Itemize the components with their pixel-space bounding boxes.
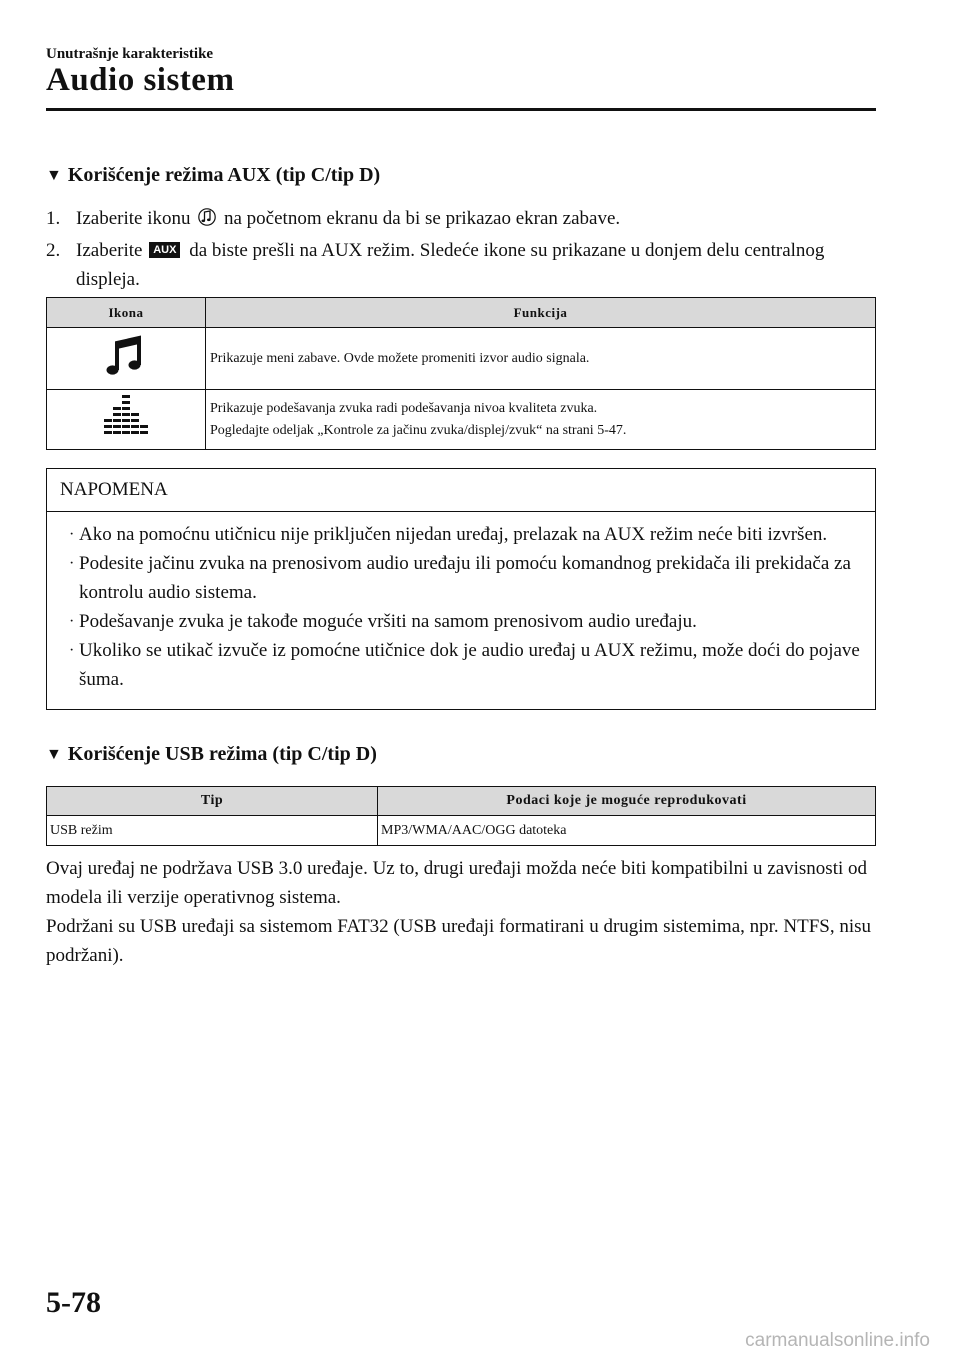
list-item: · Ako na pomoćnu utičnicu nije priključen nijedan uređaj, prelazak na AUX režim neće biti izvršen. bbox=[69, 520, 875, 549]
note-text: Podesite jačinu zvuka na prenosivom audio uređaju ili pomoću komandnog prekidača ili prekidača za kontrolu audio sistema. bbox=[79, 553, 851, 603]
title-rule bbox=[46, 108, 876, 111]
table-header: Tip bbox=[47, 787, 378, 816]
step-text-post: na početnom ekranu da bi se prikazao ekran zabave. bbox=[223, 208, 621, 229]
list-item: · Podesite jačinu zvuka na prenosivom audio uređaju ili pomoću komandnog prekidača ili prekidača za kontrolu audio sistema. bbox=[69, 549, 875, 607]
note-text: Ukoliko se utikač izvuče iz pomoćne utičnice dok je audio uređaj u AUX režimu, može doći do pojave šuma. bbox=[79, 640, 860, 690]
usb-table bbox=[46, 786, 876, 846]
step-1 bbox=[46, 204, 876, 236]
paragraph: Ovaj uređaj ne podržava USB 3.0 uređaje. Uz to, drugi uređaji možda neće biti kompatibilni u zavisnosti od modela ili verzije operativnog sistema. bbox=[46, 858, 867, 908]
watermark: carmanualsonline.info bbox=[745, 1330, 930, 1351]
list-item: · Podešavanje zvuka je takođe moguće vršiti na samom prenosivom audio uređaju. bbox=[69, 607, 875, 636]
step-2 bbox=[46, 236, 876, 294]
aux-steps bbox=[46, 204, 876, 294]
usb-paragraphs bbox=[46, 854, 876, 970]
table-cell: USB režim bbox=[47, 816, 378, 846]
music-note-icon bbox=[106, 366, 146, 381]
triangle-down-icon: ▼ bbox=[46, 166, 62, 184]
function-text: Prikazuje meni zabave. Ovde možete promeniti izvor audio signala. bbox=[210, 350, 590, 366]
usb-heading-text: Korišćenje USB režima (tip C/tip D) bbox=[67, 743, 377, 765]
table-row bbox=[47, 328, 876, 390]
step-text-pre: Izaberite ikonu bbox=[76, 208, 191, 229]
table-header: Funkcija bbox=[206, 298, 876, 328]
triangle-down-icon: ▼ bbox=[46, 745, 62, 763]
note-box bbox=[46, 468, 876, 710]
note-list bbox=[47, 512, 875, 694]
section-label: Unutrašnje karakteristike bbox=[46, 46, 214, 62]
note-text: Ako na pomoćnu utičnicu nije priključen nijedan uređaj, prelazak na AUX režim neće biti izvršen. bbox=[79, 524, 828, 545]
usb-heading bbox=[46, 743, 377, 766]
table-row bbox=[47, 816, 876, 846]
aux-heading bbox=[46, 164, 380, 187]
step-text-post: da biste prešli na AUX režim. Sledeće ikone su prikazane u donjem delu centralnog displeja. bbox=[76, 240, 825, 290]
icon-function-table bbox=[46, 297, 876, 450]
aux-badge: AUX bbox=[149, 242, 180, 258]
aux-heading-text: Korišćenje režima AUX (tip C/tip D) bbox=[67, 164, 381, 186]
note-text: Podešavanje zvuka je takođe moguće vršiti na samom prenosivom audio uređaju. bbox=[79, 611, 697, 632]
function-text: Prikazuje podešavanja zvuka radi podešavanja nivoa kvaliteta zvuka. bbox=[210, 400, 598, 416]
step-number: 2. bbox=[46, 240, 61, 261]
table-header: Ikona bbox=[47, 298, 206, 328]
table-row bbox=[47, 390, 876, 450]
page-number: 5-78 bbox=[46, 1286, 101, 1319]
note-title: NAPOMENA bbox=[47, 469, 875, 512]
table-header-row bbox=[47, 298, 876, 328]
equalizer-icon bbox=[99, 430, 153, 445]
step-text-pre: Izaberite bbox=[76, 240, 143, 261]
function-text: Pogledajte odeljak „Kontrole za jačinu zvuka/displej/zvuk“ na strani 5-47. bbox=[210, 422, 627, 438]
page-title: Audio sistem bbox=[46, 62, 235, 98]
table-cell: MP3/WMA/AAC/OGG datoteka bbox=[378, 816, 876, 846]
paragraph: Podržani su USB uređaji sa sistemom FAT32 (USB uređaji formatirani u drugim sistemima, npr. NTFS, nisu podržani). bbox=[46, 916, 872, 966]
step-number: 1. bbox=[46, 208, 61, 229]
table-header: Podaci koje je moguće reprodukovati bbox=[378, 787, 876, 816]
table-header-row bbox=[47, 787, 876, 816]
entertainment-icon bbox=[198, 207, 216, 236]
list-item: · Ukoliko se utikač izvuče iz pomoćne utičnice dok je audio uređaj u AUX režimu, može doći do pojave šuma. bbox=[69, 636, 875, 694]
